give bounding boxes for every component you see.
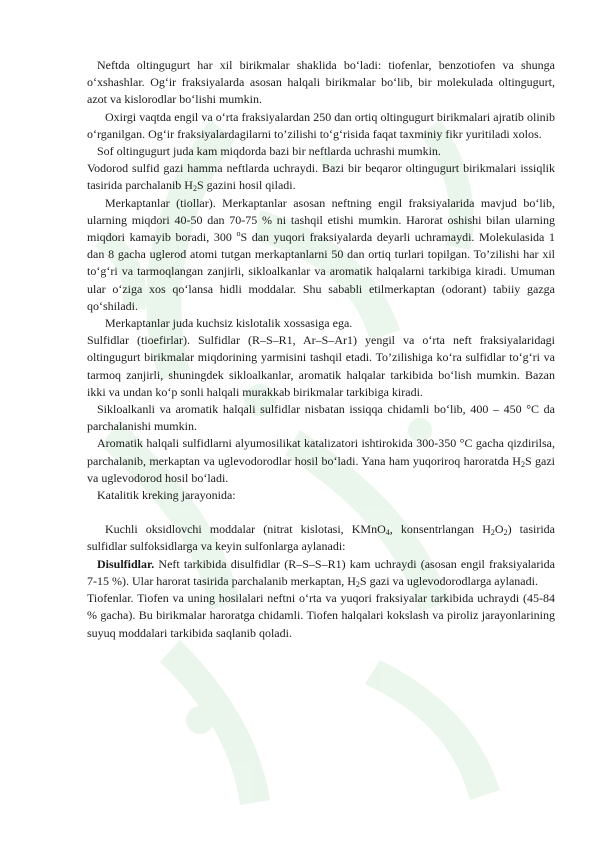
paragraph-4 — [87, 160, 555, 194]
paragraph-5-text-end: S dan yuqori fraksiyalarda deyarli uchramaydi. Molekulasida 1 dan 8 gacha uglerod atomi tutgan merkaptanlarni 50 dan ortiq turlari topilgan. To’zilishi har xil to‘g‘ri va tarmoqlangan zanjirli, sikloalkanlar va aromatik halqalarni tarkibiga kiradi. Umuman ular o‘ziga xos qo‘lansa hidli moddalar. Shu sababli etilmerkaptan (odorant) tabiiy gazga qo‘shiladi. — [87, 230, 555, 313]
paragraph-11-text-b: , konsentrlangan H — [389, 522, 491, 537]
paragraph-11-text-d: ) tasirida sulfidlar sulfoksidlarga va keyin sulfonlarga aylanadi: — [87, 522, 555, 554]
paragraph-6: Merkaptanlar juda kuchsiz kislotalik xossasiga ega. — [105, 316, 353, 331]
paragraph-11 — [87, 521, 555, 555]
paragraph-7: Sulfidlar (tioefirlar). Sulfidlar (R–S–R1, Ar–S–Ar1) yengil va o‘rta neft fraksiyalaridagi oltingugurt birikmalar miqdorining yarmisini tashqil etadi. To’zilishiga ko‘ra sulfidlar to‘g‘ri va tarmoq zanjirli, shuningdek sikloalkanlar, aromatik halqalar tarkibida bo‘lish mumkin. Bazan ikki va undan ko‘p sonli halqali murakkab birikmalar tarkibiga kiradi. — [87, 333, 555, 399]
paragraph-2: Oxirgi vaqtda engil va o‘rta fraksiyalardan 250 dan ortiq oltingugurt birikmalari ajratib olinib o‘rganilgan. Og‘ir fraksiyalardagilarni to’zilishi to‘g‘risida faqat taxminiy fikr yuritiladi xolos. — [87, 109, 555, 141]
paragraph-1: Neftda oltingugurt har xil birikmalar shaklida bo‘ladi: tiofenlar, benzotiofen va shunga o‘xshashlar. Og‘ir fraksiyalarda asosan halqali birikmalar bo‘lib, bir molekulada oltingugurt, azot va kislorodlar bo‘lishi mumkin. — [87, 58, 555, 107]
blank-line — [87, 504, 555, 521]
subscript: 2 — [192, 184, 197, 194]
bold-term: Disulfidlar. — [97, 556, 155, 571]
paragraph-9-text-end: S gazi va uglevodorod hosil bo‘ladi. — [87, 453, 555, 485]
paragraph-4-text-end: S gazini hosil qiladi. — [196, 178, 296, 193]
paragraph-4-text: Vodorod sulfid gazi hamma neftlarda uchraydi. Bazi bir beqaror oltingugurt birikmalari issiqlik tasirida parchalanib H — [87, 161, 555, 193]
subscript: 4 — [385, 528, 390, 538]
paragraph-13: Tiofenlar. Tiofen va uning hosilalari neftni o‘rta va yuqori fraksiyalar tarkibida uchraydi (45-84 % gacha). Bu birikmalar haroratga chidamli. Tiofen halqalari kokslash va piroliz jarayonlarining suyuq moddalari tarkibida saqlanib qoladi. — [87, 591, 555, 640]
subscript: 2 — [490, 528, 495, 538]
paragraph-5 — [87, 195, 555, 315]
paragraph-12-text-end: S gazi va uglevodorodlarga aylanadi. — [359, 573, 538, 588]
subscript: 2 — [520, 459, 525, 469]
paragraph-11-text-c: O — [494, 522, 504, 537]
paragraph-9 — [87, 435, 555, 487]
superscript: o — [236, 229, 241, 239]
paragraph-10: Katalitik kreking jarayonida: — [97, 488, 236, 503]
paragraph-3: Sof oltingugurt juda kam miqdorda bazi bir neftlarda uchrashi mumkin. — [97, 144, 441, 159]
paragraph-8: Sikloalkanli va aromatik halqali sulfidlar nisbatan issiqqa chidamli bo‘lib, 400 – 450 °C da parchalanishi mumkin. — [87, 402, 555, 434]
paragraph-5-text: Merkaptanlar (tiollar). Merkaptanlar asosan neftning engil fraksiyalarida mavjud bo‘lib, ularning miqdori 40-50 dan 70-75 % ni tashqil etishi mumkin. Harorat oshishi bilan ularning miqdori kamayib boradi, 300 — [87, 195, 555, 245]
document-body — [87, 57, 555, 642]
subscript: 2 — [355, 579, 360, 589]
paragraph-12 — [87, 556, 555, 590]
paragraph-12-text: Neft tarkibida disulfidlar (R–S–S–R1) kam uchraydi (asosan engil fraksiyalarida 7-15 %). Ular harorat tasirida parchalanib merkaptan, H — [87, 556, 555, 588]
subscript: 2 — [503, 528, 508, 538]
paragraph-9-text: Aromatik halqali sulfidlarni alyumosilikat katalizatori ishtirokida 300-350 °C gacha qizdirilsa, parchalanib, merkaptan va uglevodorodlar hosil bo‘ladi. Yana ham yuqoriroq haroratda H — [87, 436, 555, 468]
paragraph-11-text-a: Kuchli oksidlovchi moddalar (nitrat kislotasi, KMnO — [105, 522, 386, 537]
